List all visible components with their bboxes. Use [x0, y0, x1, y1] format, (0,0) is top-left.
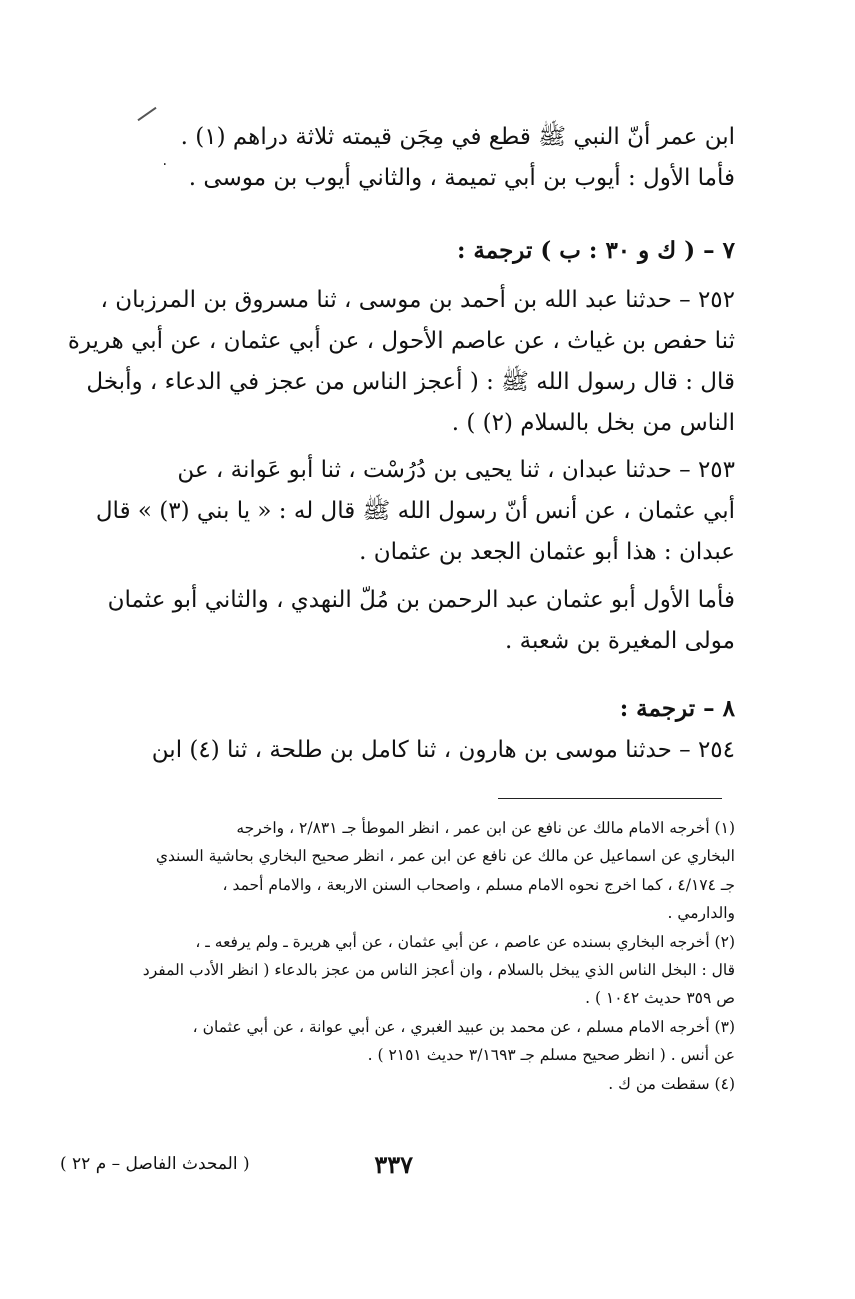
footnote-line: (٤) سقطت من ك . — [608, 1074, 735, 1093]
text-line: فأما الأول : أيوب بن أبي تميمة ، والثاني أيوب بن موسى . — [188, 165, 735, 191]
section-heading: ٧ – ( ك و ٣٠ : ب ) ترجمة : — [456, 237, 735, 264]
running-head: ( المحدث الفاصل – م ٢٢ ) — [60, 1154, 250, 1174]
footnote-line: (٢) أخرجه البخاري بسنده عن عاصم ، عن أبي عثمان ، عن أبي هريرة ـ ولم يرفعه ـ ، — [195, 932, 735, 951]
footnote-line: قال : البخل الناس الذي يبخل بالسلام ، وان أعجز الناس من عجز بالدعاء ( انظر الأدب المفرد — [142, 961, 735, 980]
hadith-252 — [60, 280, 735, 444]
text-line: الناس من بخل بالسلام (٢) ) . — [451, 410, 735, 436]
text-line: ثنا حفص بن غياث ، عن عاصم الأحول ، عن أبي عثمان ، عن أبي هريرة — [67, 328, 735, 354]
text-line: ٢٥٤ – حدثنا موسى بن هارون ، ثنا كامل بن طلحة ، ثنا (٤) ابن — [151, 737, 735, 763]
text-line: ٢٥٢ – حدثنا عبد الله بن أحمد بن موسى ، ثنا مسروق بن المرزبان ، — [100, 287, 735, 313]
text-line: ٢٥٣ – حدثنا عبدان ، ثنا يحيى بن دُرُسْت ، ثنا أبو عَوانة ، عن — [177, 457, 735, 483]
section-heading: ٨ – ترجمة : — [619, 695, 735, 722]
section-heading-7 — [60, 230, 735, 271]
footnote-line: البخاري عن اسماعيل عن مالك عن نافع عن ابن عمر ، انظر صحيح البخاري بحاشية السندي — [155, 847, 735, 866]
text-line: عبدان : هذا أبو عثمان الجعد بن عثمان . — [359, 539, 735, 565]
footnote-line: ص ٣٥٩ حديث ١٠٤٢ ) . — [585, 989, 735, 1008]
footnote-line: (١) أخرجه الامام مالك عن نافع عن ابن عمر ، انظر الموطأ جـ ٢/٨٣١ ، واخرجه — [236, 819, 735, 837]
text-line: أبي عثمان ، عن أنس أنّ رسول الله ﷺ قال له : « يا بني (٣) » قال — [95, 498, 735, 524]
footnote-line: والدارمي . — [667, 904, 735, 923]
page-number: ٣٣٧ — [374, 1150, 413, 1179]
margin-dot: ٠ — [161, 156, 169, 172]
section-heading-8 — [60, 688, 735, 729]
text-line: مولى المغيرة بن شعبة . — [505, 628, 735, 654]
text-line: فأما الأول أبو عثمان عبد الرحمن بن مُلّ النهدي ، والثاني أبو عثمان — [107, 587, 735, 613]
text-line: قال : قال رسول الله ﷺ : ( أعجز الناس من عجز في الدعاء ، وأبخل — [86, 369, 735, 395]
footnote-line: (٣) أخرجه الامام مسلم ، عن محمد بن عبيد الغبري ، عن أبي عوانة ، عن أبي عثمان ، — [192, 1017, 735, 1036]
footnote-divider — [498, 798, 722, 799]
footnote-line: عن أنس . ( انظر صحيح مسلم جـ ٣/١٦٩٣ حديث ٢١٥١ ) . — [367, 1046, 735, 1065]
text-line: ابن عمر أنّ النبي ﷺ قطع في مِجَن قيمته ثلاثة دراهم (١) . — [180, 124, 735, 150]
main-text-upper — [60, 117, 735, 199]
footnote-line: جـ ٤/١٧٤ ، كما اخرج نحوه الامام مسلم ، واصحاب السنن الاربعة ، والامام أحمد ، — [222, 875, 735, 894]
hadith-253 — [60, 450, 735, 573]
commentary — [60, 580, 735, 662]
footnotes — [60, 814, 735, 1098]
page-footer — [60, 1150, 735, 1184]
hadith-254 — [60, 730, 735, 771]
